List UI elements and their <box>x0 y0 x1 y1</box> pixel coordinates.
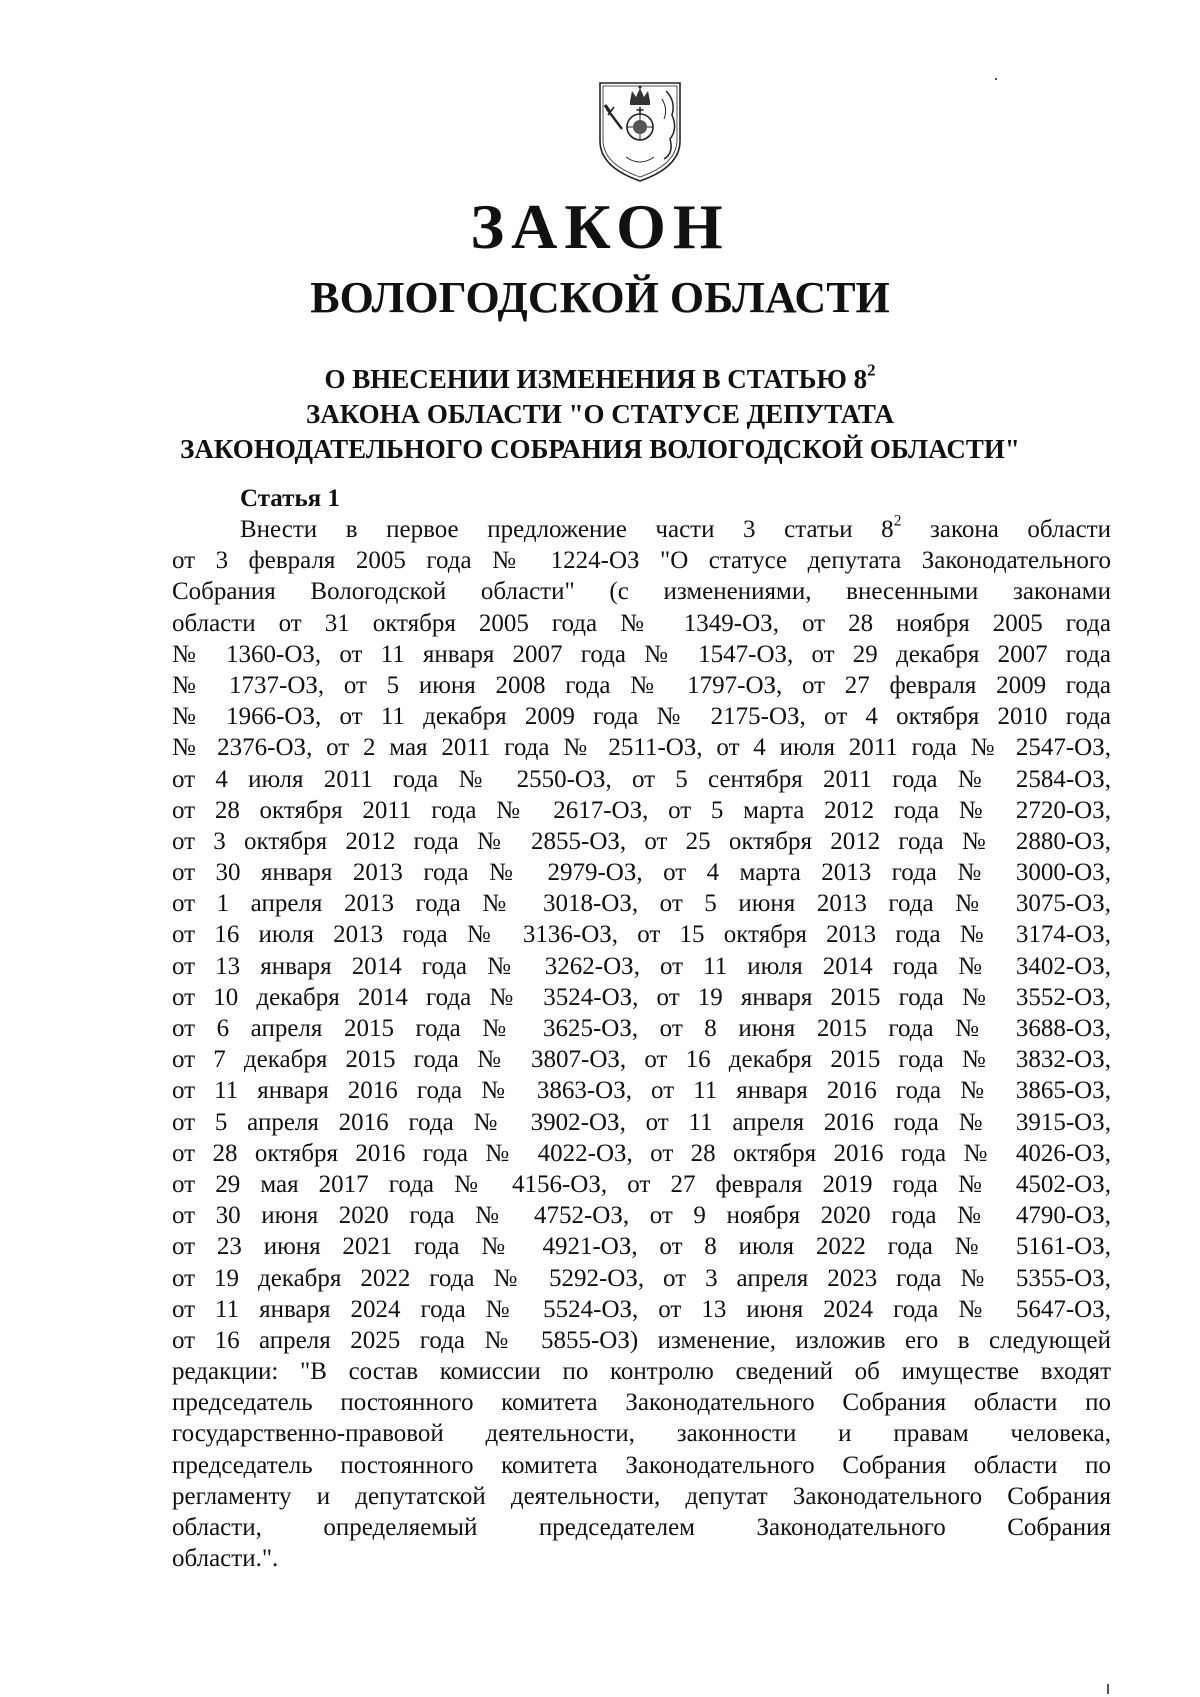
article-body-line: области, определяемый председателем Законодательного Собрания <box>172 1514 1111 1541</box>
article-body-line: от 3 октября 2012 года № 2855-ОЗ, от 25 октября 2012 года № 2880-ОЗ, <box>172 827 1111 855</box>
article-body-line: № 1737-ОЗ, от 5 июня 2008 года № 1797-ОЗ, от 27 февраля 2009 года <box>172 671 1111 699</box>
article-body-line: от 16 апреля 2025 года № 5855-ОЗ) изменение, изложив его в следующей <box>172 1326 1111 1354</box>
article-body-line: области от 31 октября 2005 года № 1349-ОЗ, от 28 ноября 2005 года <box>172 609 1111 637</box>
article-body-line: от 30 января 2013 года № 2979-ОЗ, от 4 марта 2013 года № 3000-ОЗ, <box>172 859 1111 887</box>
article-body-line: от 30 июня 2020 года № 4752-ОЗ, от 9 ноября 2020 года № 4790-ОЗ, <box>172 1202 1111 1230</box>
article-body-line: от 7 декабря 2015 года № 3807-ОЗ, от 16 декабря 2015 года № 3832-ОЗ, <box>172 1046 1111 1074</box>
article-body-line: государственно-правовой деятельности, законности и правам человека, <box>172 1420 1111 1448</box>
article-body-line: Собрания Вологодской области" (с изменениями, внесенными законами <box>172 578 1111 606</box>
article-body-line: от 13 января 2014 года № 3262-ОЗ, от 11 июля 2014 года № 3402-ОЗ, <box>172 952 1111 980</box>
article-body-line-1-start: Внести в первое предложение части 3 статьи 8 <box>240 516 894 543</box>
law-title-superscript: 2 <box>867 360 876 380</box>
article-body-superscript: 2 <box>893 512 902 530</box>
article-body-line: от 5 апреля 2016 года № 3902-ОЗ, от 11 апреля 2016 года № 3915-ОЗ, <box>172 1108 1111 1136</box>
article-body-line: от 3 февраля 2005 года № 1224-ОЗ "О статусе депутата Законодательного <box>172 547 1111 575</box>
law-title <box>150 362 1050 467</box>
article-body-line: от 4 июля 2011 года № 2550-ОЗ, от 5 сентября 2011 года № 2584-ОЗ, <box>172 765 1111 793</box>
article-body-line: № 2376-ОЗ, от 2 мая 2011 года № 2511-ОЗ, от 4 июля 2011 года № 2547-ОЗ, <box>172 734 1111 762</box>
article-body <box>172 514 1111 1574</box>
scan-mark <box>995 78 997 80</box>
law-title-line-2: ЗАКОНА ОБЛАСТИ "О СТАТУСЕ ДЕПУТАТА <box>305 399 895 429</box>
article-body-line: от 29 мая 2017 года № 4156-ОЗ, от 27 февраля 2019 года № 4502-ОЗ, <box>172 1170 1111 1198</box>
article-body-line: от 28 октября 2016 года № 4022-ОЗ, от 28 октября 2016 года № 4026-ОЗ, <box>172 1139 1111 1167</box>
article-body-line: председатель постоянного комитета Законодательного Собрания области по <box>172 1451 1111 1479</box>
article-body-line: от 28 октября 2011 года № 2617-ОЗ, от 5 марта 2012 года № 2720-ОЗ, <box>172 796 1111 824</box>
article-body-line: от 19 декабря 2022 года № 5292-ОЗ, от 3 апреля 2023 года № 5355-ОЗ, <box>172 1264 1111 1292</box>
article-body-line: от 10 декабря 2014 года № 3524-ОЗ, от 19 января 2015 года № 3552-ОЗ, <box>172 983 1111 1011</box>
article-heading: Статья 1 <box>240 485 340 512</box>
article-body-line: от 11 января 2024 года № 5524-ОЗ, от 13 июня 2024 года № 5647-ОЗ, <box>172 1295 1111 1323</box>
article-body-line: от 6 апреля 2015 года № 3625-ОЗ, от 8 июня 2015 года № 3688-ОЗ, <box>172 1015 1111 1042</box>
article-body-line: № 1360-ОЗ, от 11 января 2007 года № 1547-ОЗ, от 29 декабря 2007 года <box>172 640 1111 668</box>
article-body-line: области.". <box>172 1545 279 1573</box>
article-body-line: председатель постоянного комитета Законодательного Собрания области по <box>172 1389 1111 1417</box>
document-type-heading: ЗАКОН <box>470 191 730 262</box>
region-heading: ВОЛОГОДСКОЙ ОБЛАСТИ <box>310 273 890 322</box>
vologda-coat-of-arms-icon <box>596 79 684 185</box>
law-title-line-3: ЗАКОНОДАТЕЛЬНОГО СОБРАНИЯ ВОЛОГОДСКОЙ ОБЛАСТИ" <box>180 434 1020 464</box>
article-body-line <box>172 514 1111 545</box>
article-body-line: от 16 июля 2013 года № 3136-ОЗ, от 15 октября 2013 года № 3174-ОЗ, <box>172 921 1111 949</box>
article-body-line: от 11 января 2016 года № 3863-ОЗ, от 11 января 2016 года № 3865-ОЗ, <box>172 1077 1111 1105</box>
law-title-line-1-text: О ВНЕСЕНИИ ИЗМЕНЕНИЯ В СТАТЬЮ 8 <box>324 364 868 394</box>
article-body-line-1-end: закона области <box>901 516 1111 543</box>
scan-mark <box>1107 1684 1109 1694</box>
article-body-line: № 1966-ОЗ, от 11 декабря 2009 года № 2175-ОЗ, от 4 октября 2010 года <box>172 703 1111 731</box>
article-body-line: от 1 апреля 2013 года № 3018-ОЗ, от 5 июня 2013 года № 3075-ОЗ, <box>172 890 1111 918</box>
law-title-line-1 <box>150 362 1050 397</box>
article-body-line: регламенту и депутатской деятельности, депутат Законодательного Собрания <box>172 1482 1111 1510</box>
article-body-line: от 23 июня 2021 года № 4921-ОЗ, от 8 июля 2022 года № 5161-ОЗ, <box>172 1233 1111 1261</box>
article-body-line: редакции: "В состав комиссии по контролю сведений об имуществе входят <box>172 1358 1111 1386</box>
